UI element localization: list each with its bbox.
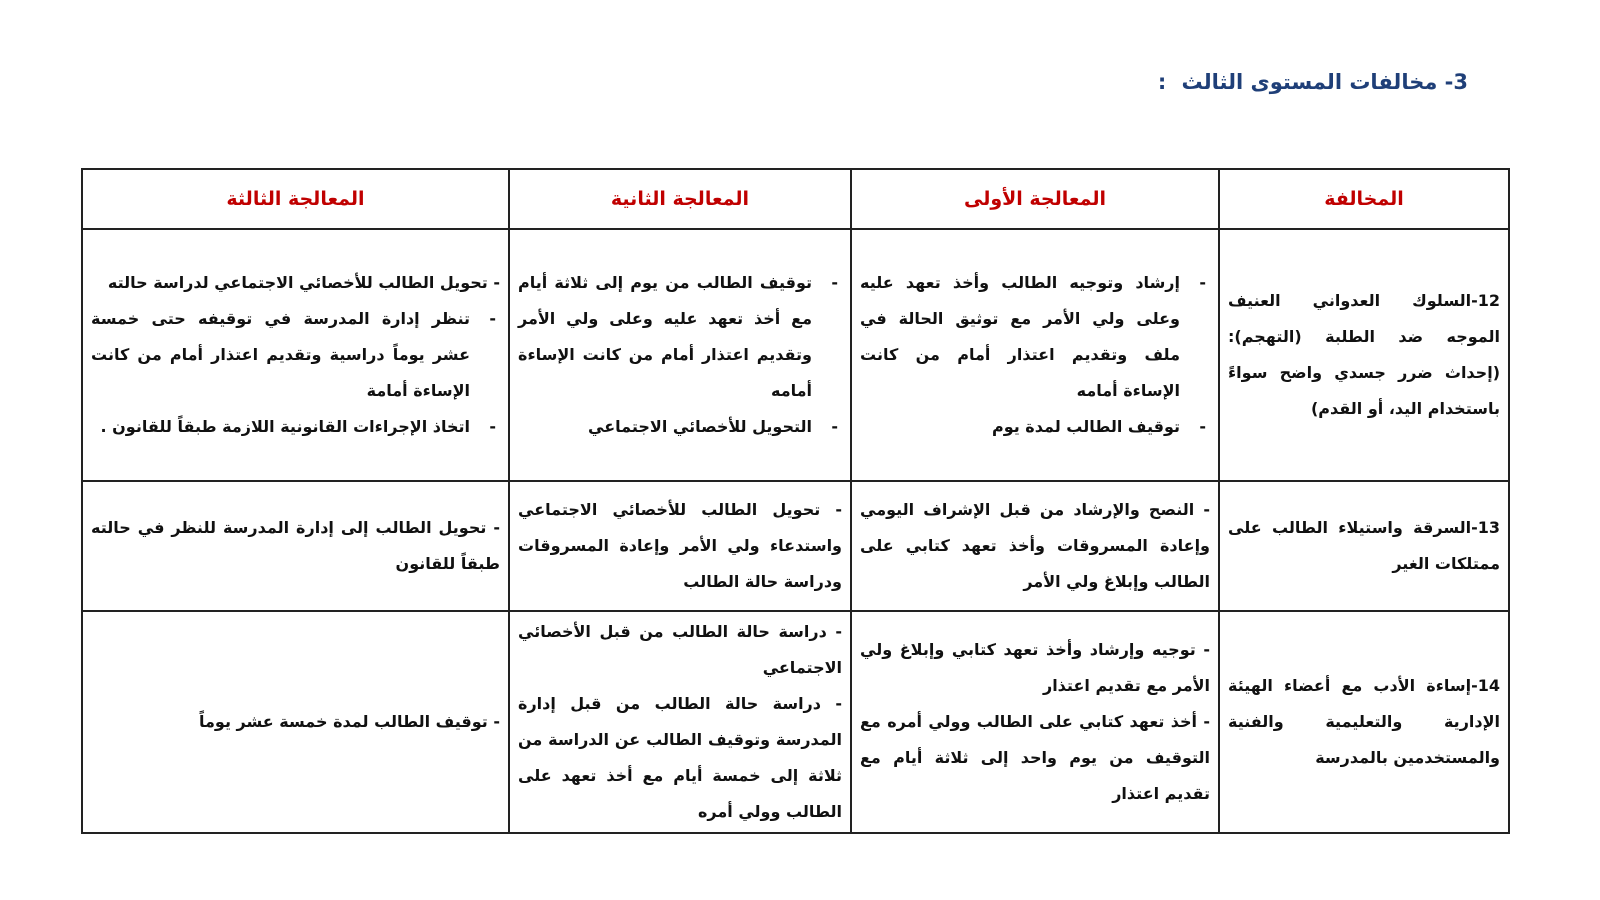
list-item: - التحويل للأخصائي الاجتماعي xyxy=(518,409,842,445)
second-treatment-cell xyxy=(509,611,851,833)
treatment-list xyxy=(518,265,842,445)
treatment-line: - دراسة حالة الطالب من قبل إدارة المدرسة وتوقيف الطالب عن الدراسة من ثلاثة إلى خمسة أيام مع أخذ تعهد على الطالب وولي أمره xyxy=(518,694,842,821)
treatment-line: - دراسة حالة الطالب من قبل الأخصائي الاجتماعي xyxy=(518,622,842,677)
first-treatment-cell xyxy=(851,611,1219,833)
violation-cell: 12-السلوك العدواني العنيف الموجه ضد الطلبة (التهجم): (إحداث ضرر جسدي واضح سواءً باستخدام اليد، أو القدم) xyxy=(1219,229,1509,481)
header-violation: المخالفة xyxy=(1219,169,1509,229)
first-treatment-cell: - النصح والإرشاد من قبل الإشراف اليومي وإعادة المسروقات وأخذ تعهد كتابي على الطالب وإبلاغ ولي الأمر xyxy=(851,481,1219,611)
violations-table xyxy=(81,168,1510,834)
first-treatment-cell xyxy=(851,229,1219,481)
list-item: - إرشاد وتوجيه الطالب وأخذ تعهد عليه وعلى ولي الأمر مع توثيق الحالة في ملف وتقديم اعتذار أمام من كانت الإساءة أمامه xyxy=(860,265,1210,409)
table-header-row xyxy=(82,169,1509,229)
second-treatment-cell xyxy=(509,229,851,481)
treatment-line: - أخذ تعهد كتابي على الطالب وولي أمره مع التوقيف من يوم واحد إلى ثلاثة أيام مع تقديم اعتذار xyxy=(860,712,1210,803)
header-first-treatment: المعالجة الأولى xyxy=(851,169,1219,229)
table-row xyxy=(82,481,1509,611)
table-row xyxy=(82,611,1509,833)
treatment-lead: - تحويل الطالب للأخصائي الاجتماعي لدراسة حالته xyxy=(107,273,500,292)
third-treatment-cell: - تحويل الطالب إلى إدارة المدرسة للنظر في حالته طبقاً للقانون xyxy=(82,481,509,611)
violation-cell: 14-إساءة الأدب مع أعضاء الهيئة الإدارية والتعليمية والفنية والمستخدمين بالمدرسة xyxy=(1219,611,1509,833)
section-title-text: - مخالفات المستوى الثالث xyxy=(1181,70,1454,94)
table-row xyxy=(82,229,1509,481)
third-treatment-cell xyxy=(82,229,509,481)
violation-cell: 13-السرقة واستيلاء الطالب على ممتلكات الغير xyxy=(1219,481,1509,611)
second-treatment-cell: - تحويل الطالب للأخصائي الاجتماعي واستدعاء ولي الأمر وإعادة المسروقات ودراسة حالة الطالب xyxy=(509,481,851,611)
section-title-colon: : xyxy=(1157,70,1167,94)
treatment-list xyxy=(860,265,1210,445)
header-second-treatment: المعالجة الثانية xyxy=(509,169,851,229)
section-number: 3 xyxy=(1453,70,1468,94)
list-item: - توقيف الطالب لمدة يوم xyxy=(860,409,1210,445)
treatment-line: - توجيه وإرشاد وأخذ تعهد كتابي وإبلاغ ولي الأمر مع تقديم اعتذار xyxy=(860,640,1210,695)
treatment-list xyxy=(91,301,500,445)
list-item: - توقيف الطالب من يوم إلى ثلاثة أيام مع أخذ تعهد عليه وعلى ولي الأمر وتقديم اعتذار أمام من كانت الإساءة أمامه xyxy=(518,265,842,409)
third-treatment-cell: - توقيف الطالب لمدة خمسة عشر يوماً xyxy=(82,611,509,833)
section-title xyxy=(1158,70,1468,94)
list-item: - تنظر إدارة المدرسة في توقيفه حتى خمسة عشر يوماً دراسية وتقديم اعتذار أمام من كانت الإساءة أمامة xyxy=(91,301,500,409)
header-third-treatment: المعالجة الثالثة xyxy=(82,169,509,229)
list-item: - اتخاذ الإجراءات القانونية اللازمة طبقاً للقانون . xyxy=(91,409,500,445)
